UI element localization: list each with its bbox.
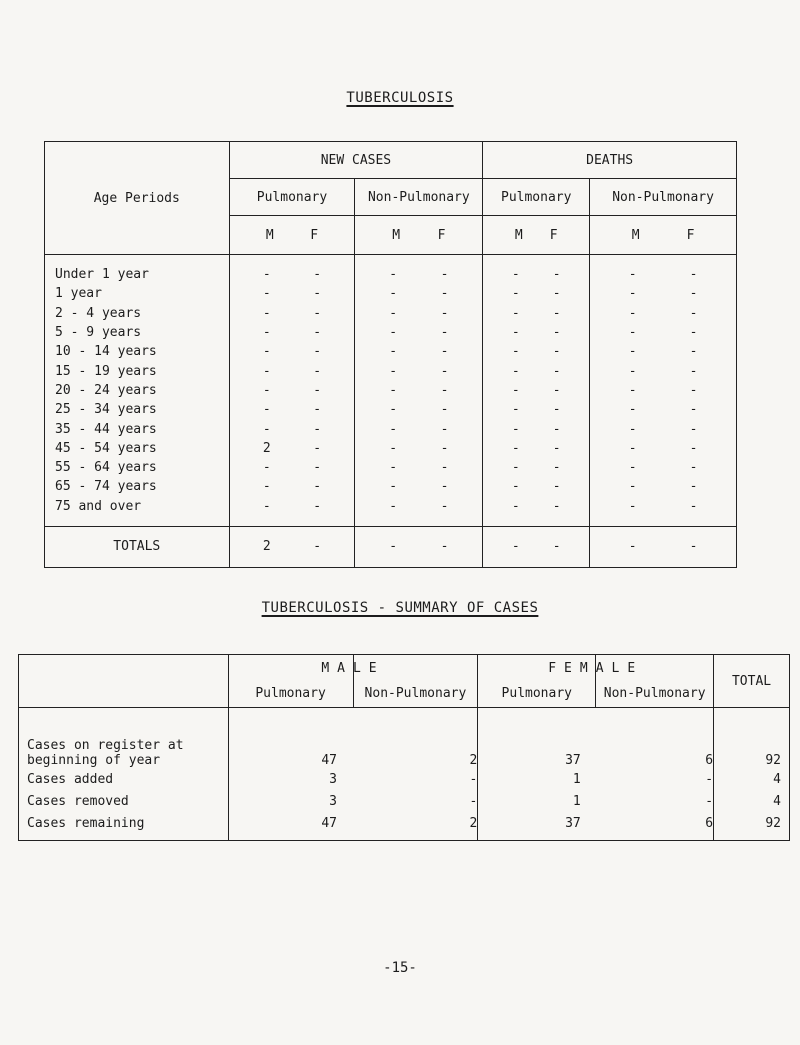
cell-value: - <box>440 325 449 341</box>
summary-value: 37 <box>565 753 581 768</box>
page-number: -15- <box>383 960 417 976</box>
cell-value: - <box>689 363 698 379</box>
summary-value: 3 <box>329 771 337 787</box>
cell-value: - <box>313 325 322 341</box>
age-label: 5 - 9 years <box>45 323 230 342</box>
cell-value: - <box>389 363 398 379</box>
cell-value: - <box>440 421 449 437</box>
totals-row <box>45 526 737 567</box>
mf-header: M F <box>590 216 737 255</box>
cell-value: - <box>262 382 271 398</box>
age-label: Under 1 year <box>45 255 230 285</box>
age-label: 10 - 14 years <box>45 342 230 361</box>
summary-value: 2 <box>469 815 478 831</box>
summary-row <box>19 768 790 790</box>
cell-value: - <box>689 305 698 321</box>
cell-value: - <box>628 382 637 398</box>
cell-value: - <box>511 498 520 514</box>
cell-value: - <box>440 363 449 379</box>
cell-value: - <box>628 479 637 495</box>
cell-value: - <box>628 421 637 437</box>
age-label: 1 year <box>45 284 230 303</box>
cell-value: - <box>552 479 561 495</box>
cell-value: - <box>389 479 398 495</box>
cell-value: - <box>313 460 322 476</box>
cell-value: - <box>628 305 637 321</box>
cell-value: - <box>511 305 520 321</box>
totals-value: 2 <box>262 539 271 555</box>
new-cases-header: NEW CASES <box>229 142 483 179</box>
cell-value: - <box>628 267 637 283</box>
cell-value: - <box>440 440 449 456</box>
cell-value: - <box>313 498 322 514</box>
summary-row <box>19 790 790 812</box>
blank-header <box>19 655 229 708</box>
cell-value: - <box>389 440 398 456</box>
male-pulmonary-header: Pulmonary <box>255 686 326 701</box>
cell-value: - <box>511 382 520 398</box>
cell-value: - <box>628 460 637 476</box>
summary-row-label: Cases added <box>19 768 229 790</box>
cell-value: - <box>313 440 322 456</box>
age-row <box>45 419 737 438</box>
cell-value: - <box>313 363 322 379</box>
cell-value: - <box>313 286 322 302</box>
cell-value: - <box>511 440 520 456</box>
cell-value: - <box>511 460 520 476</box>
cell-value: - <box>511 402 520 418</box>
cell-value: - <box>440 267 449 283</box>
cell-value: - <box>440 460 449 476</box>
summary-value: 37 <box>565 815 581 831</box>
cell-value: - <box>440 479 449 495</box>
cell-value: - <box>262 498 271 514</box>
cell-value: - <box>440 498 449 514</box>
cell-value: - <box>628 363 637 379</box>
cell-value: - <box>389 382 398 398</box>
cell-value: - <box>262 479 271 495</box>
mf-header: M F <box>229 216 355 255</box>
cell-value: - <box>262 402 271 418</box>
cell-value: - <box>313 344 322 360</box>
cell-value: - <box>262 460 271 476</box>
cell-value: - <box>628 440 637 456</box>
cell-value: - <box>262 344 271 360</box>
age-row <box>45 342 737 361</box>
cell-value: - <box>689 421 698 437</box>
summary-heading: TUBERCULOSIS - SUMMARY OF CASES <box>261 600 539 616</box>
new-pulmonary-header: Pulmonary <box>229 179 355 216</box>
summary-value: 3 <box>329 793 337 809</box>
cell-value: - <box>440 305 449 321</box>
cell-value: - <box>511 267 520 283</box>
totals-value: - <box>628 539 637 555</box>
cell-value: - <box>689 325 698 341</box>
age-row <box>45 304 737 323</box>
cell-value: - <box>689 267 698 283</box>
age-row <box>45 400 737 419</box>
cell-value: - <box>389 305 398 321</box>
summary-value: 47 <box>321 815 337 831</box>
age-row <box>45 439 737 458</box>
cell-value: - <box>552 421 561 437</box>
cell-value: - <box>689 286 698 302</box>
cell-value: - <box>389 498 398 514</box>
cell-value: - <box>689 479 698 495</box>
tuberculosis-cases-table <box>44 141 737 568</box>
page-heading-tuberculosis: TUBERCULOSIS <box>346 90 454 106</box>
age-label: 25 - 34 years <box>45 400 230 419</box>
age-label: 45 - 54 years <box>45 439 230 458</box>
deaths-non-pulmonary-header: Non-Pulmonary <box>590 179 737 216</box>
cell-value: - <box>511 363 520 379</box>
summary-total: 92 <box>714 708 790 769</box>
age-row <box>45 284 737 303</box>
age-label: 65 - 74 years <box>45 477 230 496</box>
cell-value: - <box>313 267 322 283</box>
total-header: TOTAL <box>714 655 790 708</box>
cell-value: - <box>313 402 322 418</box>
summary-total: 92 <box>714 812 790 841</box>
cell-value: - <box>689 498 698 514</box>
summary-value: 6 <box>705 815 714 831</box>
summary-value: 47 <box>321 753 337 768</box>
summary-value: - <box>705 771 714 787</box>
cell-value: - <box>511 421 520 437</box>
cell-value: - <box>262 305 271 321</box>
cell-value: - <box>262 421 271 437</box>
cell-value: - <box>628 286 637 302</box>
cell-value: - <box>262 363 271 379</box>
cell-value: - <box>628 344 637 360</box>
summary-row-label: Cases remaining <box>19 812 229 841</box>
summary-row <box>19 812 790 841</box>
cell-value: - <box>552 382 561 398</box>
cell-value: - <box>552 325 561 341</box>
summary-value: 1 <box>572 771 581 787</box>
age-label: 75 and over <box>45 497 230 527</box>
cell-value: - <box>389 267 398 283</box>
age-row <box>45 323 737 342</box>
age-label: 20 - 24 years <box>45 381 230 400</box>
cell-value: - <box>313 305 322 321</box>
summary-total: 4 <box>714 790 790 812</box>
mf-header: M F <box>483 216 590 255</box>
summary-value: - <box>469 793 478 809</box>
age-row <box>45 361 737 380</box>
female-header: FEMALE Pulmonary Non-Pulmonary <box>478 655 714 708</box>
cell-value: - <box>689 382 698 398</box>
cell-value: - <box>440 402 449 418</box>
cell-value: - <box>628 498 637 514</box>
cell-value: - <box>689 402 698 418</box>
cell-value: - <box>689 344 698 360</box>
cell-value: - <box>511 479 520 495</box>
mf-header: M F <box>355 216 483 255</box>
age-label: 35 - 44 years <box>45 419 230 438</box>
cell-value: - <box>628 325 637 341</box>
summary-value: - <box>705 793 714 809</box>
age-row <box>45 497 737 527</box>
cell-value: - <box>689 440 698 456</box>
new-non-pulmonary-header: Non-Pulmonary <box>355 179 483 216</box>
cell-value: - <box>389 421 398 437</box>
totals-value: - <box>389 539 398 555</box>
summary-value: 2 <box>469 753 478 768</box>
cell-value: - <box>552 363 561 379</box>
totals-value: - <box>440 539 449 555</box>
cell-value: - <box>628 402 637 418</box>
cell-value: - <box>511 286 520 302</box>
age-label: 55 - 64 years <box>45 458 230 477</box>
cell-value: - <box>389 286 398 302</box>
age-row <box>45 255 737 285</box>
cell-value: - <box>552 286 561 302</box>
summary-row <box>19 708 790 769</box>
cell-value: - <box>552 267 561 283</box>
cell-value: - <box>440 382 449 398</box>
totals-value: - <box>511 539 520 555</box>
age-label: 15 - 19 years <box>45 361 230 380</box>
deaths-header: DEATHS <box>483 142 737 179</box>
age-row <box>45 381 737 400</box>
cell-value: - <box>389 460 398 476</box>
summary-value: - <box>469 771 478 787</box>
cell-value: - <box>552 344 561 360</box>
cell-value: - <box>313 421 322 437</box>
cell-value: - <box>552 460 561 476</box>
age-periods-header: Age Periods <box>45 142 230 255</box>
cell-value: - <box>313 382 322 398</box>
totals-value: - <box>689 539 698 555</box>
cell-value: - <box>511 344 520 360</box>
cell-value: - <box>262 286 271 302</box>
cell-value: - <box>511 325 520 341</box>
female-non-pulmonary-header: Non-Pulmonary <box>595 655 713 707</box>
cell-value: - <box>313 479 322 495</box>
cell-value: - <box>262 267 271 283</box>
cell-value: - <box>552 402 561 418</box>
cell-value: - <box>262 325 271 341</box>
totals-value: - <box>552 539 561 555</box>
male-header: MALE Pulmonary Non-Pulmonary <box>228 655 478 708</box>
cell-value: - <box>389 325 398 341</box>
cell-value: - <box>552 440 561 456</box>
age-label: 2 - 4 years <box>45 304 230 323</box>
cell-value: 2 <box>262 440 271 456</box>
cell-value: - <box>389 402 398 418</box>
summary-row-label: Cases removed <box>19 790 229 812</box>
summary-of-cases-table <box>18 654 790 841</box>
cell-value: - <box>552 498 561 514</box>
cell-value: - <box>389 344 398 360</box>
deaths-pulmonary-header: Pulmonary <box>483 179 590 216</box>
cell-value: - <box>552 305 561 321</box>
summary-value: 1 <box>572 793 581 809</box>
totals-label: TOTALS <box>45 526 230 567</box>
cell-value: - <box>440 344 449 360</box>
cell-value: - <box>689 460 698 476</box>
cell-value: - <box>440 286 449 302</box>
female-pulmonary-header: Pulmonary <box>501 686 572 701</box>
age-row <box>45 477 737 496</box>
age-row <box>45 458 737 477</box>
male-non-pulmonary-header: Non-Pulmonary <box>353 655 478 707</box>
summary-total: 4 <box>714 768 790 790</box>
totals-value: - <box>313 539 322 555</box>
summary-row-label: Cases on register at beginning of year <box>19 708 229 769</box>
summary-value: 6 <box>705 753 714 768</box>
